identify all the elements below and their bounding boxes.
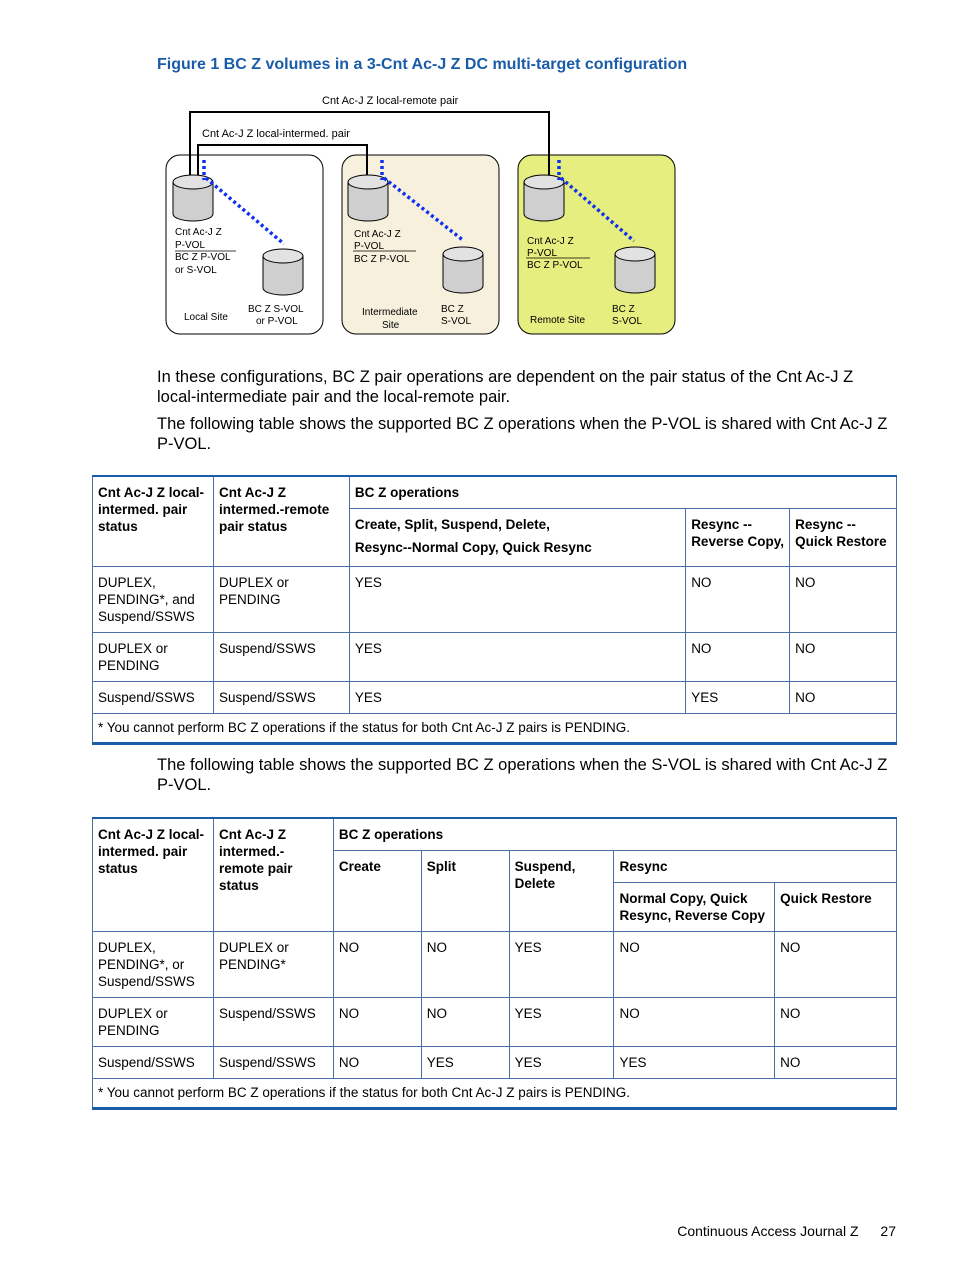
cell-normal: NO bbox=[614, 932, 775, 998]
local-pvol-label: Cnt Ac-J Z P-VOL BC Z P-VOL or S-VOL bbox=[175, 227, 231, 276]
header-reverse-copy: Resync -- Reverse Copy, bbox=[686, 509, 790, 567]
header-normal-copy: Normal Copy, Quick Resync, Reverse Copy bbox=[614, 883, 775, 932]
cell-create: NO bbox=[333, 998, 421, 1047]
local-intermed-pair-label: Cnt Ac-J Z local-intermed. pair bbox=[202, 128, 350, 140]
cell-reverse: NO bbox=[686, 633, 790, 682]
page-footer bbox=[677, 1223, 896, 1239]
cell-local-status: DUPLEX, PENDING*, and Suspend/SSWS bbox=[93, 567, 214, 633]
configuration-diagram bbox=[160, 88, 690, 340]
page-number: 27 bbox=[880, 1223, 896, 1239]
cell-quick: NO bbox=[775, 998, 897, 1047]
cell-split: NO bbox=[421, 932, 509, 998]
remote-pvol-label: Cnt Ac-J Z P-VOL BC Z P-VOL bbox=[527, 236, 583, 271]
header-split: Split bbox=[421, 851, 509, 932]
cell-remote-status: DUPLEX or PENDING* bbox=[213, 932, 333, 998]
header-create: Create bbox=[333, 851, 421, 932]
cell-create: NO bbox=[333, 1047, 421, 1079]
table-row bbox=[93, 998, 897, 1047]
figure-title: Figure 1 BC Z volumes in a 3-Cnt Ac-J Z DC multi-target configuration bbox=[157, 56, 688, 73]
cell-normal: YES bbox=[614, 1047, 775, 1079]
cell-quick: NO bbox=[775, 1047, 897, 1079]
header-quick-restore: Resync -- Quick Restore bbox=[790, 509, 897, 567]
header-remote-status: Cnt Ac-J Z intermed.-remote pair status bbox=[213, 818, 333, 932]
header-remote-status: Cnt Ac-J Z intermed.-remote pair status bbox=[213, 476, 349, 567]
header-resync: Resync bbox=[614, 851, 897, 883]
local-svol-cylinder-icon bbox=[263, 249, 303, 295]
local-svol-label: BC Z S-VOL or P-VOL bbox=[248, 304, 304, 327]
intermediate-site-label: Intermediate Site bbox=[362, 307, 418, 331]
cell-local-status: DUPLEX or PENDING bbox=[93, 998, 214, 1047]
cell-reverse: NO bbox=[686, 567, 790, 633]
cell-remote-status: Suspend/SSWS bbox=[213, 1047, 333, 1079]
intermediate-pvol-label: Cnt Ac-J Z P-VOL BC Z P-VOL bbox=[354, 229, 410, 265]
header-create-split: Create, Split, Suspend, Delete, Resync--Normal Copy, Quick Resync bbox=[349, 509, 685, 567]
svol-shared-table bbox=[92, 817, 897, 1110]
header-local-status: Cnt Ac-J Z local-intermed. pair status bbox=[93, 818, 214, 932]
paragraph-intro: In these configurations, BC Z pair operations are dependent on the pair status of the Cnt Ac-J Z local-intermediate pair and the local-remote pair. bbox=[157, 368, 854, 406]
table-row bbox=[93, 567, 897, 633]
header-bcz-operations: BC Z operations bbox=[349, 476, 896, 509]
table-row bbox=[93, 633, 897, 682]
cell-split: YES bbox=[421, 1047, 509, 1079]
pvol-shared-table bbox=[92, 475, 897, 745]
cell-local-status: DUPLEX, PENDING*, or Suspend/SSWS bbox=[93, 932, 214, 998]
remote-svol-label: BC Z S-VOL bbox=[612, 304, 643, 327]
footer-section-title: Continuous Access Journal Z bbox=[677, 1223, 859, 1239]
header-local-status: Cnt Ac-J Z local-intermed. pair status bbox=[93, 476, 214, 567]
cell-local-status: Suspend/SSWS bbox=[93, 1047, 214, 1079]
paragraph-table2-intro: The following table shows the supported BC Z operations when the S-VOL is shared with Cnt Ac-J Z P-VOL. bbox=[157, 756, 888, 794]
remote-site-label: Remote Site bbox=[530, 315, 586, 326]
table-footnote: * You cannot perform BC Z operations if the status for both Cnt Ac-J Z pairs is PENDING. bbox=[93, 714, 897, 744]
cell-remote-status: Suspend/SSWS bbox=[213, 633, 349, 682]
cell-remote-status: Suspend/SSWS bbox=[213, 998, 333, 1047]
remote-svol-cylinder-icon bbox=[615, 247, 655, 293]
cell-create: YES bbox=[349, 682, 685, 714]
cell-remote-status: Suspend/SSWS bbox=[213, 682, 349, 714]
intermediate-pvol-cylinder-icon bbox=[348, 175, 388, 221]
cell-suspend: YES bbox=[509, 998, 614, 1047]
cell-quick: NO bbox=[790, 682, 897, 714]
cell-create: YES bbox=[349, 633, 685, 682]
cell-quick: NO bbox=[790, 633, 897, 682]
table-row bbox=[93, 932, 897, 998]
table-footnote: * You cannot perform BC Z operations if the status for both Cnt Ac-J Z pairs is PENDING. bbox=[93, 1079, 897, 1109]
local-pvol-cylinder-icon bbox=[173, 175, 213, 221]
remote-pvol-cylinder-icon bbox=[524, 175, 564, 221]
cell-split: NO bbox=[421, 998, 509, 1047]
local-remote-pair-label: Cnt Ac-J Z local-remote pair bbox=[322, 95, 459, 107]
cell-remote-status: DUPLEX or PENDING bbox=[213, 567, 349, 633]
cell-create: YES bbox=[349, 567, 685, 633]
paragraph-table1-intro: The following table shows the supported BC Z operations when the P-VOL is shared with Cnt Ac-J Z P-VOL. bbox=[157, 415, 888, 453]
header-bcz-operations: BC Z operations bbox=[333, 818, 896, 851]
cell-local-status: DUPLEX or PENDING bbox=[93, 633, 214, 682]
header-quick-restore: Quick Restore bbox=[775, 883, 897, 932]
header-suspend-delete: Suspend, Delete bbox=[509, 851, 614, 932]
cell-create: NO bbox=[333, 932, 421, 998]
cell-quick: NO bbox=[775, 932, 897, 998]
intermediate-svol-cylinder-icon bbox=[443, 247, 483, 293]
cell-quick: NO bbox=[790, 567, 897, 633]
table-row bbox=[93, 1047, 897, 1079]
cell-suspend: YES bbox=[509, 932, 614, 998]
cell-reverse: YES bbox=[686, 682, 790, 714]
local-site-label: Local Site bbox=[184, 312, 228, 323]
cell-normal: NO bbox=[614, 998, 775, 1047]
cell-suspend: YES bbox=[509, 1047, 614, 1079]
table-row bbox=[93, 682, 897, 714]
cell-local-status: Suspend/SSWS bbox=[93, 682, 214, 714]
intermediate-svol-label: BC Z S-VOL bbox=[441, 304, 472, 327]
